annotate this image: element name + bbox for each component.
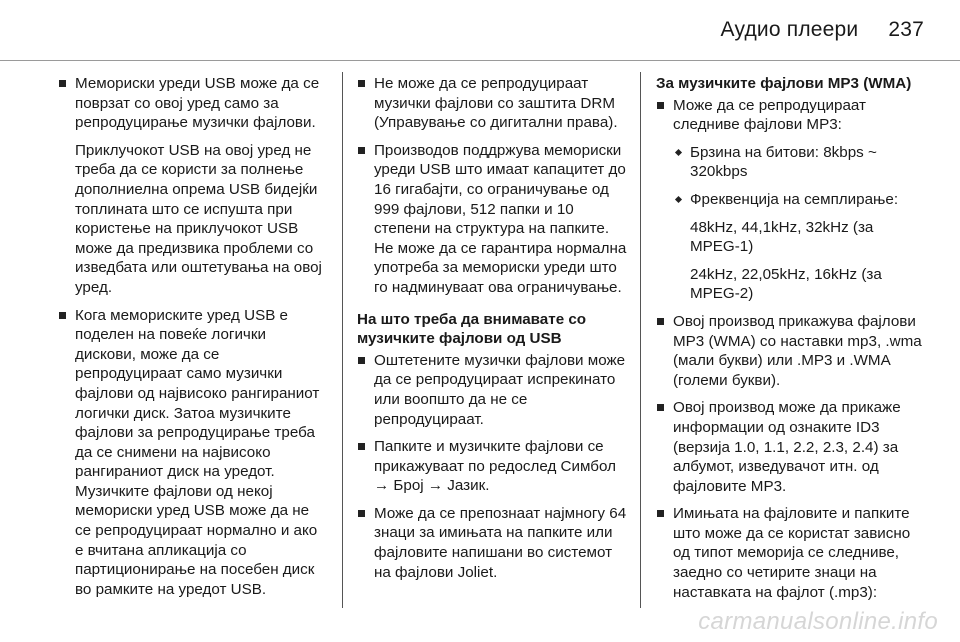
bullet-item: Имињата на фајловите и папките што може да се користат зависно од типот меморија се следниве, заедно со четирите знаци на наставката на фајлот (.mp3): — [656, 504, 926, 602]
bullet-paragraph: Приклучокот USB на овој уред не треба да се користи за полнење дополниелна опрема USB бидејќи топлината што се испушта при користење на приклучокот USB може да предизвика проблеми со изведбата или оштетувања на овој уред. — [75, 141, 322, 296]
sub-bullet-item: Фреквенција на семплирање: — [656, 190, 926, 210]
bullet-item: Производов поддржува мемориски уреди USB што имаат капацитет до 16 гигабајти, со ограничување од 999 фајлови, 512 папки и 10 степени на структура на папките. Не може да се гарантира нормална употреба за мемориски уреди што го надминуваат ова ограничување. — [357, 141, 627, 298]
sub-paragraph: 48kHz, 44,1kHz, 32kHz (за MPEG-1) — [690, 218, 874, 256]
section-heading: За музичките фајлови MP3 (WMA) — [656, 75, 912, 92]
bullet-item: Папките и музичките фајлови се прикажуваат по редослед Симбол → Број → Јазик. — [357, 437, 627, 496]
bullet-text: Кога мемориските уред USB е поделен на повеќе логички дискови, може да се репродуцираат само музички фајлови од највисоко рангираниот логички диск. Затоа музичките фајлови за репродуцирање треба да се снимени на највисоко рангираниот диск на уредот. Музичките фајлови од некој мемориски уред USB може да не се репродуцираат нормално и ако е вчитана апликација со партиционирање на посебен диск во рамките на уредот USB. — [75, 306, 320, 598]
bullet-text: Мемориски уреди USB може да се поврзат со овој уред само за репродуцирање музички фајлови. — [75, 75, 320, 132]
column-2 — [357, 74, 627, 612]
column-divider-2 — [640, 72, 641, 608]
bullet-item: Не може да се репродуцираат музички фајлови со заштита DRM (Управување со дигитални права). — [357, 74, 627, 133]
bullet-item — [58, 306, 328, 600]
column-3 — [656, 74, 926, 612]
column-divider-1 — [342, 72, 343, 608]
sub-bullet-item: Брзина на битови: 8kbps ~ 320kbps — [656, 143, 926, 182]
page-number: 237 — [888, 18, 924, 41]
bullet-item: Овој производ прикажува фајлови MP3 (WMA) со наставки mp3, .wma (мали букви) или .MP3 и .WMA (големи букви). — [656, 312, 926, 390]
bullet-item — [58, 74, 328, 298]
page-header — [720, 18, 924, 42]
sub-paragraph: 24kHz, 22,05kHz, 16kHz (за MPEG-2) — [690, 265, 882, 303]
bullet-item: Оштетените музички фајлови може да се репродуцираат испрекинато или воопшто да не се репродуцираат. — [357, 351, 627, 429]
section-heading: На што треба да внимавате со музичките фајлови од USB — [357, 310, 587, 348]
bullet-item: Овој производ може да прикаже информации од ознаките ID3 (верзија 1.0, 1.1, 2.2, 2.3, 2.4) за албумот, изведувачот итн. од фајловите MP3. — [656, 398, 926, 496]
page-title: Аудио плеери — [720, 18, 859, 41]
header-rule — [0, 60, 960, 61]
bullet-item: Може да се препознаат најмногу 64 знаци за имињата на папките или фајловите напишани во системот на фајлови Joliet. — [357, 504, 627, 582]
bullet-item: Може да се репродуцираат следниве фајлови MP3: — [656, 96, 926, 135]
watermark: carmanualsonline.info — [698, 608, 938, 635]
column-1 — [58, 74, 328, 612]
